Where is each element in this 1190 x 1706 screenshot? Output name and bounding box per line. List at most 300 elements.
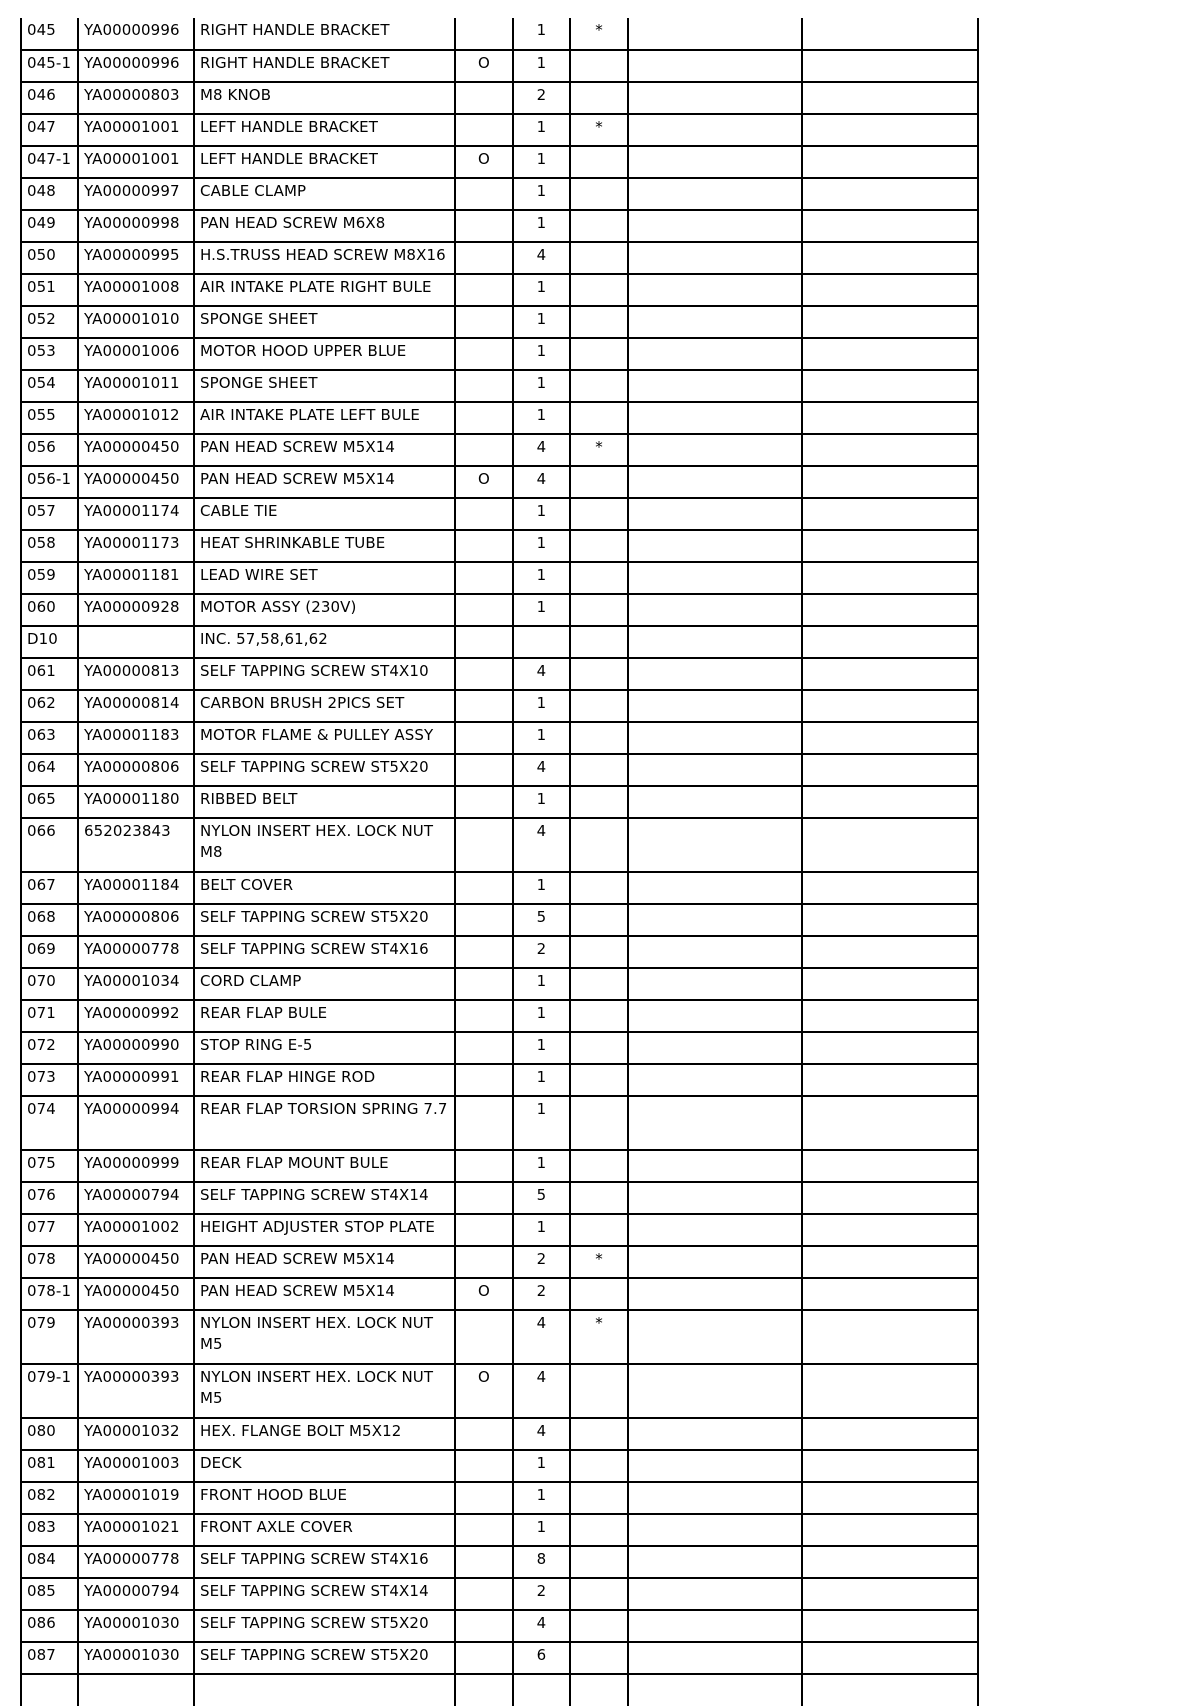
quantity-cell: 1 [513, 178, 570, 210]
quantity-cell: 1 [513, 786, 570, 818]
blank-cell [628, 1674, 802, 1706]
option-cell [455, 1214, 513, 1246]
mark-cell [570, 466, 628, 498]
description-cell: HEIGHT ADJUSTER STOP PLATE [194, 1214, 455, 1246]
description-cell: HEX. FLANGE BOLT M5X12 [194, 1418, 455, 1450]
description-cell: CORD CLAMP [194, 968, 455, 1000]
part-number-cell: YA00000813 [78, 658, 194, 690]
mark-cell [570, 872, 628, 904]
quantity-cell: 1 [513, 1096, 570, 1150]
mark-cell [570, 1064, 628, 1096]
description-cell: CABLE CLAMP [194, 178, 455, 210]
blank-cell [802, 1578, 978, 1610]
description-cell: HEAT SHRINKABLE TUBE [194, 530, 455, 562]
description-cell: PAN HEAD SCREW M6X8 [194, 210, 455, 242]
quantity-cell: 2 [513, 936, 570, 968]
blank-cell [802, 274, 978, 306]
part-number-cell: YA00000996 [78, 18, 194, 50]
blank-cell [628, 530, 802, 562]
option-cell [455, 594, 513, 626]
blank-cell [628, 1150, 802, 1182]
quantity-cell: 2 [513, 82, 570, 114]
option-cell [455, 178, 513, 210]
part-number-cell: YA00000450 [78, 466, 194, 498]
description-cell: SELF TAPPING SCREW ST5X20 [194, 904, 455, 936]
mark-cell [570, 338, 628, 370]
blank-cell [628, 722, 802, 754]
blank-cell [628, 274, 802, 306]
blank-cell [802, 530, 978, 562]
option-cell [455, 968, 513, 1000]
blank-cell [628, 242, 802, 274]
quantity-cell: 4 [513, 1418, 570, 1450]
part-number-cell: YA00001183 [78, 722, 194, 754]
blank-cell [802, 1150, 978, 1182]
mark-cell [570, 274, 628, 306]
quantity-cell: 2 [513, 1578, 570, 1610]
ref-number-cell: 079 [21, 1310, 78, 1364]
description-cell: FRONT HOOD BLUE [194, 1482, 455, 1514]
description-cell: AIR INTAKE PLATE RIGHT BULE [194, 274, 455, 306]
blank-cell [628, 1610, 802, 1642]
option-cell [455, 1610, 513, 1642]
mark-cell [570, 146, 628, 178]
mark-cell [570, 530, 628, 562]
blank-cell [802, 498, 978, 530]
blank-cell [628, 786, 802, 818]
table-row [21, 1418, 978, 1450]
quantity-cell: 4 [513, 754, 570, 786]
blank-cell [628, 370, 802, 402]
mark-cell [570, 1182, 628, 1214]
ref-number-cell: 054 [21, 370, 78, 402]
option-cell [455, 658, 513, 690]
description-cell: CABLE TIE [194, 498, 455, 530]
option-cell [455, 562, 513, 594]
part-number-cell: YA00000393 [78, 1310, 194, 1364]
blank-cell [802, 1418, 978, 1450]
blank-cell [802, 872, 978, 904]
description-cell: SELF TAPPING SCREW ST4X10 [194, 658, 455, 690]
ref-number-cell: 081 [21, 1450, 78, 1482]
table-row [21, 1064, 978, 1096]
description-cell: SELF TAPPING SCREW ST4X14 [194, 1182, 455, 1214]
quantity-cell: 1 [513, 594, 570, 626]
part-number-cell: YA00001002 [78, 1214, 194, 1246]
ref-number-cell: 066 [21, 818, 78, 872]
ref-number-cell: 046 [21, 82, 78, 114]
option-cell [455, 690, 513, 722]
ref-number-cell: 051 [21, 274, 78, 306]
quantity-cell: 1 [513, 872, 570, 904]
part-number-cell: YA00000994 [78, 1096, 194, 1150]
mark-cell [570, 1032, 628, 1064]
blank-cell [802, 146, 978, 178]
option-cell [455, 114, 513, 146]
blank-cell [802, 114, 978, 146]
blank-cell [802, 786, 978, 818]
mark-cell [570, 786, 628, 818]
option-cell [455, 1514, 513, 1546]
quantity-cell: 4 [513, 818, 570, 872]
description-cell: SELF TAPPING SCREW ST4X16 [194, 936, 455, 968]
quantity-cell: 1 [513, 1032, 570, 1064]
ref-number-cell: 056-1 [21, 466, 78, 498]
mark-cell [570, 1642, 628, 1674]
table-row [21, 114, 978, 146]
blank-cell [802, 1310, 978, 1364]
quantity-cell: 1 [513, 370, 570, 402]
ref-number-cell: 049 [21, 210, 78, 242]
table-row [21, 690, 978, 722]
ref-number-cell: 060 [21, 594, 78, 626]
mark-cell [570, 210, 628, 242]
blank-cell [628, 18, 802, 50]
quantity-cell: 1 [513, 1514, 570, 1546]
description-cell: STOP RING E-5 [194, 1032, 455, 1064]
blank-cell [802, 210, 978, 242]
quantity-cell: 1 [513, 338, 570, 370]
option-cell [455, 402, 513, 434]
part-number-cell: 652023843 [78, 818, 194, 872]
blank-cell [628, 338, 802, 370]
table-row [21, 1674, 978, 1706]
quantity-cell: 2 [513, 1278, 570, 1310]
part-number-cell: YA00001010 [78, 306, 194, 338]
ref-number-cell: 075 [21, 1150, 78, 1182]
blank-cell [628, 1514, 802, 1546]
option-cell: O [455, 1278, 513, 1310]
description-cell: SPONGE SHEET [194, 370, 455, 402]
part-number-cell: YA00001003 [78, 1450, 194, 1482]
part-number-cell: YA00000806 [78, 904, 194, 936]
description-cell: RIGHT HANDLE BRACKET [194, 18, 455, 50]
quantity-cell: 4 [513, 242, 570, 274]
mark-cell: * [570, 1310, 628, 1364]
blank-cell [802, 1514, 978, 1546]
part-number-cell: YA00001032 [78, 1418, 194, 1450]
blank-cell [802, 242, 978, 274]
table-row [21, 754, 978, 786]
table-row [21, 818, 978, 872]
table-row [21, 1450, 978, 1482]
description-cell: NYLON INSERT HEX. LOCK NUT M8 [194, 818, 455, 872]
description-cell: NYLON INSERT HEX. LOCK NUT M5 [194, 1364, 455, 1418]
option-cell [455, 872, 513, 904]
blank-cell [628, 50, 802, 82]
ref-number-cell: 059 [21, 562, 78, 594]
quantity-cell: 4 [513, 1610, 570, 1642]
mark-cell [570, 498, 628, 530]
description-cell: REAR FLAP BULE [194, 1000, 455, 1032]
ref-number-cell: 058 [21, 530, 78, 562]
table-row [21, 498, 978, 530]
mark-cell [570, 370, 628, 402]
part-number-cell: YA00000794 [78, 1182, 194, 1214]
blank-cell [802, 402, 978, 434]
part-number-cell [78, 626, 194, 658]
part-number-cell: YA00001012 [78, 402, 194, 434]
table-row [21, 1546, 978, 1578]
mark-cell [570, 818, 628, 872]
option-cell [455, 626, 513, 658]
description-cell: SELF TAPPING SCREW ST4X14 [194, 1578, 455, 1610]
blank-cell [628, 114, 802, 146]
quantity-cell: 4 [513, 434, 570, 466]
mark-cell [570, 936, 628, 968]
part-number-cell: YA00001008 [78, 274, 194, 306]
ref-number-cell: 074 [21, 1096, 78, 1150]
quantity-cell: 1 [513, 18, 570, 50]
option-cell [455, 498, 513, 530]
part-number-cell: YA00001030 [78, 1642, 194, 1674]
description-cell: INC. 57,58,61,62 [194, 626, 455, 658]
option-cell [455, 18, 513, 50]
option-cell: O [455, 50, 513, 82]
part-number-cell: YA00000990 [78, 1032, 194, 1064]
description-cell: REAR FLAP TORSION SPRING 7.7 [194, 1096, 455, 1150]
blank-cell [628, 658, 802, 690]
table-row [21, 370, 978, 402]
option-cell [455, 1310, 513, 1364]
ref-number-cell: 072 [21, 1032, 78, 1064]
option-cell [455, 82, 513, 114]
blank-cell [802, 1364, 978, 1418]
blank-cell [628, 1182, 802, 1214]
table-row [21, 1642, 978, 1674]
option-cell [455, 1150, 513, 1182]
ref-number-cell: 047 [21, 114, 78, 146]
quantity-cell: 1 [513, 210, 570, 242]
option-cell [455, 936, 513, 968]
quantity-cell: 1 [513, 1150, 570, 1182]
blank-cell [628, 1482, 802, 1514]
blank-cell [802, 1610, 978, 1642]
table-row [21, 306, 978, 338]
table-row [21, 1000, 978, 1032]
blank-cell [628, 626, 802, 658]
mark-cell: * [570, 434, 628, 466]
ref-number-cell: 080 [21, 1418, 78, 1450]
mark-cell: * [570, 18, 628, 50]
option-cell [455, 1674, 513, 1706]
quantity-cell: 1 [513, 274, 570, 306]
table-row [21, 466, 978, 498]
table-row [21, 1310, 978, 1364]
blank-cell [628, 82, 802, 114]
ref-number-cell: 045 [21, 18, 78, 50]
parts-list-sheet [20, 18, 977, 1706]
ref-number-cell: 065 [21, 786, 78, 818]
option-cell [455, 210, 513, 242]
blank-cell [802, 936, 978, 968]
blank-cell [628, 594, 802, 626]
blank-cell [802, 722, 978, 754]
ref-number-cell: 073 [21, 1064, 78, 1096]
part-number-cell: YA00000997 [78, 178, 194, 210]
blank-cell [802, 178, 978, 210]
blank-cell [628, 1310, 802, 1364]
description-cell: BELT COVER [194, 872, 455, 904]
description-cell [194, 1674, 455, 1706]
table-row [21, 594, 978, 626]
option-cell [455, 242, 513, 274]
part-number-cell: YA00000995 [78, 242, 194, 274]
ref-number-cell: 062 [21, 690, 78, 722]
ref-number-cell: 055 [21, 402, 78, 434]
description-cell: PAN HEAD SCREW M5X14 [194, 1278, 455, 1310]
part-number-cell: YA00001181 [78, 562, 194, 594]
ref-number-cell: 070 [21, 968, 78, 1000]
option-cell: O [455, 1364, 513, 1418]
quantity-cell: 1 [513, 498, 570, 530]
ref-number-cell: 087 [21, 1642, 78, 1674]
mark-cell [570, 1364, 628, 1418]
mark-cell [570, 306, 628, 338]
table-row [21, 274, 978, 306]
ref-number-cell: 083 [21, 1514, 78, 1546]
blank-cell [628, 562, 802, 594]
quantity-cell [513, 626, 570, 658]
table-row [21, 786, 978, 818]
option-cell [455, 786, 513, 818]
part-number-cell: YA00000806 [78, 754, 194, 786]
table-row [21, 968, 978, 1000]
ref-number-cell: 052 [21, 306, 78, 338]
blank-cell [628, 1064, 802, 1096]
description-cell: MOTOR FLAME & PULLEY ASSY [194, 722, 455, 754]
mark-cell [570, 1546, 628, 1578]
part-number-cell: YA00000794 [78, 1578, 194, 1610]
quantity-cell: 1 [513, 306, 570, 338]
description-cell: REAR FLAP MOUNT BULE [194, 1150, 455, 1182]
blank-cell [802, 1674, 978, 1706]
blank-cell [628, 904, 802, 936]
part-number-cell [78, 1674, 194, 1706]
ref-number-cell: 063 [21, 722, 78, 754]
table-row [21, 1578, 978, 1610]
option-cell [455, 1096, 513, 1150]
table-row [21, 562, 978, 594]
blank-cell [628, 1032, 802, 1064]
quantity-cell: 4 [513, 1364, 570, 1418]
ref-number-cell: 064 [21, 754, 78, 786]
blank-cell [802, 1642, 978, 1674]
part-number-cell: YA00000992 [78, 1000, 194, 1032]
description-cell: PAN HEAD SCREW M5X14 [194, 434, 455, 466]
table-row [21, 658, 978, 690]
mark-cell [570, 82, 628, 114]
blank-cell [628, 872, 802, 904]
option-cell [455, 1182, 513, 1214]
part-number-cell: YA00000450 [78, 1278, 194, 1310]
blank-cell [628, 1364, 802, 1418]
description-cell: SELF TAPPING SCREW ST5X20 [194, 1642, 455, 1674]
blank-cell [802, 1482, 978, 1514]
blank-cell [802, 18, 978, 50]
mark-cell [570, 1482, 628, 1514]
description-cell: H.S.TRUSS HEAD SCREW M8X16 [194, 242, 455, 274]
quantity-cell: 1 [513, 1064, 570, 1096]
table-row [21, 1246, 978, 1278]
part-number-cell: YA00000450 [78, 434, 194, 466]
description-cell: LEAD WIRE SET [194, 562, 455, 594]
ref-number-cell: 050 [21, 242, 78, 274]
option-cell: O [455, 466, 513, 498]
mark-cell [570, 1000, 628, 1032]
blank-cell [628, 146, 802, 178]
part-number-cell: YA00000450 [78, 1246, 194, 1278]
mark-cell [570, 626, 628, 658]
blank-cell [628, 1546, 802, 1578]
blank-cell [628, 1578, 802, 1610]
blank-cell [628, 690, 802, 722]
mark-cell: * [570, 1246, 628, 1278]
option-cell [455, 1578, 513, 1610]
blank-cell [802, 594, 978, 626]
option-cell [455, 1482, 513, 1514]
description-cell: MOTOR ASSY (230V) [194, 594, 455, 626]
description-cell: AIR INTAKE PLATE LEFT BULE [194, 402, 455, 434]
mark-cell [570, 562, 628, 594]
option-cell [455, 306, 513, 338]
part-number-cell: YA00001034 [78, 968, 194, 1000]
quantity-cell: 1 [513, 1214, 570, 1246]
quantity-cell: 8 [513, 1546, 570, 1578]
ref-number-cell: 047-1 [21, 146, 78, 178]
table-row [21, 1150, 978, 1182]
part-number-cell: YA00000928 [78, 594, 194, 626]
quantity-cell: 4 [513, 1310, 570, 1364]
quantity-cell [513, 1674, 570, 1706]
description-cell: RIGHT HANDLE BRACKET [194, 50, 455, 82]
blank-cell [628, 210, 802, 242]
description-cell: SELF TAPPING SCREW ST5X20 [194, 1610, 455, 1642]
table-row [21, 82, 978, 114]
quantity-cell: 1 [513, 114, 570, 146]
table-row [21, 1364, 978, 1418]
mark-cell [570, 1674, 628, 1706]
ref-number-cell: 057 [21, 498, 78, 530]
mark-cell [570, 1578, 628, 1610]
blank-cell [628, 1418, 802, 1450]
option-cell [455, 338, 513, 370]
mark-cell [570, 690, 628, 722]
mark-cell [570, 242, 628, 274]
part-number-cell: YA00000814 [78, 690, 194, 722]
part-number-cell: YA00001184 [78, 872, 194, 904]
description-cell: FRONT AXLE COVER [194, 1514, 455, 1546]
blank-cell [802, 658, 978, 690]
quantity-cell: 5 [513, 904, 570, 936]
option-cell [455, 1064, 513, 1096]
part-number-cell: YA00001001 [78, 114, 194, 146]
option-cell [455, 818, 513, 872]
quantity-cell: 1 [513, 722, 570, 754]
mark-cell [570, 178, 628, 210]
table-row [21, 722, 978, 754]
ref-number-cell [21, 1674, 78, 1706]
quantity-cell: 4 [513, 466, 570, 498]
part-number-cell: YA00001011 [78, 370, 194, 402]
part-number-cell: YA00000803 [78, 82, 194, 114]
description-cell: REAR FLAP HINGE ROD [194, 1064, 455, 1096]
blank-cell [802, 1246, 978, 1278]
part-number-cell: YA00001030 [78, 1610, 194, 1642]
part-number-cell: YA00001006 [78, 338, 194, 370]
blank-cell [628, 818, 802, 872]
blank-cell [802, 754, 978, 786]
